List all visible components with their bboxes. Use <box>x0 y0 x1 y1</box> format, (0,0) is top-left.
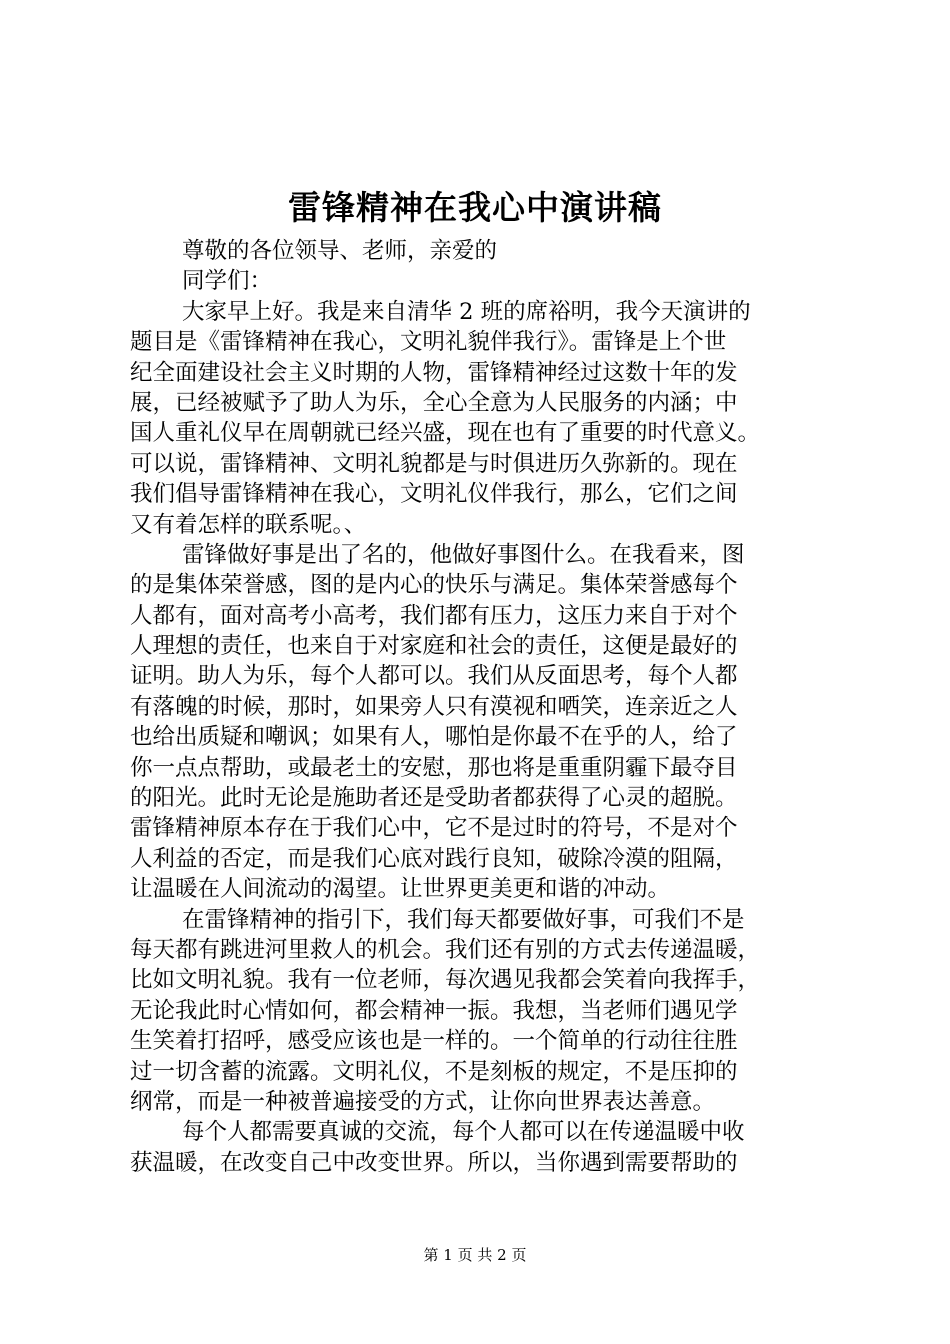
body-line: 雷锋精神原本存在于我们心中，它不是过时的符号，不是对个 <box>130 815 738 842</box>
body-line: 展，已经被赋予了助人为乐，全心全意为人民服务的内涵；中 <box>130 389 738 416</box>
body-line: 可以说，雷锋精神、文明礼貌都是与时俱进历久弥新的。现在 <box>130 450 738 477</box>
body-line: 无论我此时心情如何，都会精神一振。我想，当老师们遇见学 <box>130 997 738 1024</box>
body-line: 在雷锋精神的指引下，我们每天都要做好事，可我们不是 <box>182 906 745 933</box>
body-line: 证明。助人为乐，每个人都可以。我们从反面思考，每个人都 <box>130 663 738 690</box>
body-line: 让温暖在人间流动的渴望。让世界更美更和谐的冲动。 <box>130 876 671 903</box>
body-line: 又有着怎样的联系呢。、 <box>130 511 367 538</box>
body-line: 每个人都需要真诚的交流，每个人都可以在传递温暖中收 <box>182 1119 745 1146</box>
page-number-footer: 第 1 页 共 2 页 <box>423 1246 527 1264</box>
body-line: 有落魄的时候，那时，如果旁人只有漠视和哂笑，连亲近之人 <box>130 693 738 720</box>
body-line: 国人重礼仪早在周朝就已经兴盛，现在也有了重要的时代意义。 <box>130 420 761 447</box>
body-line: 雷锋做好事是出了名的，他做好事图什么。在我看来，图 <box>182 541 745 568</box>
body-line: 生笑着打招呼，感受应该也是一样的。一个简单的行动往往胜 <box>130 1028 738 1055</box>
body-line: 的阳光。此时无论是施助者还是受助者都获得了心灵的超脱。 <box>130 785 738 812</box>
body-line: 的是集体荣誉感，图的是内心的快乐与满足。集体荣誉感每个 <box>130 572 738 599</box>
document-title: 雷锋精神在我心中演讲稿 <box>288 188 662 227</box>
body-line: 比如文明礼貌。我有一位老师，每次遇见我都会笑着向我挥手， <box>130 967 761 994</box>
body-line: 同学们： <box>182 268 273 295</box>
body-line: 题目是《雷锋精神在我心，文明礼貌伴我行》。雷锋是上个世 <box>130 329 727 356</box>
body-line: 过一切含蓄的流露。文明礼仪，不是刻板的规定，不是压抑的 <box>130 1058 738 1085</box>
body-line: 纲常，而是一种被普遍接受的方式，让你向世界表达善意。 <box>130 1088 716 1115</box>
body-line: 也给出质疑和嘲讽；如果有人，哪怕是你最不在乎的人，给了 <box>130 724 738 751</box>
body-line: 大家早上好。我是来自清华 2 班的席裕明，我今天演讲的 <box>182 298 751 325</box>
body-line: 你一点点帮助，或最老土的安慰，那也将是重重阴霾下最夺目 <box>130 754 738 781</box>
document-body <box>130 236 830 1178</box>
body-line: 我们倡导雷锋精神在我心，文明礼仪伴我行，那么，它们之间 <box>130 481 738 508</box>
body-line: 人理想的责任，也来自于对家庭和社会的责任，这便是最好的 <box>130 633 738 660</box>
body-line: 获温暖，在改变自己中改变世界。所以，当你遇到需要帮助的 <box>130 1149 738 1176</box>
body-line: 人都有，面对高考小高考，我们都有压力，这压力来自于对个 <box>130 602 738 629</box>
body-line: 尊敬的各位领导、老师，亲爱的 <box>182 238 498 264</box>
body-line: 纪全面建设社会主义时期的人物，雷锋精神经过这数十年的发 <box>130 359 738 386</box>
body-line: 每天都有跳进河里救人的机会。我们还有别的方式去传递温暖， <box>130 936 761 963</box>
body-line: 人利益的否定，而是我们心底对践行良知，破除冷漠的阻隔， <box>130 845 738 872</box>
